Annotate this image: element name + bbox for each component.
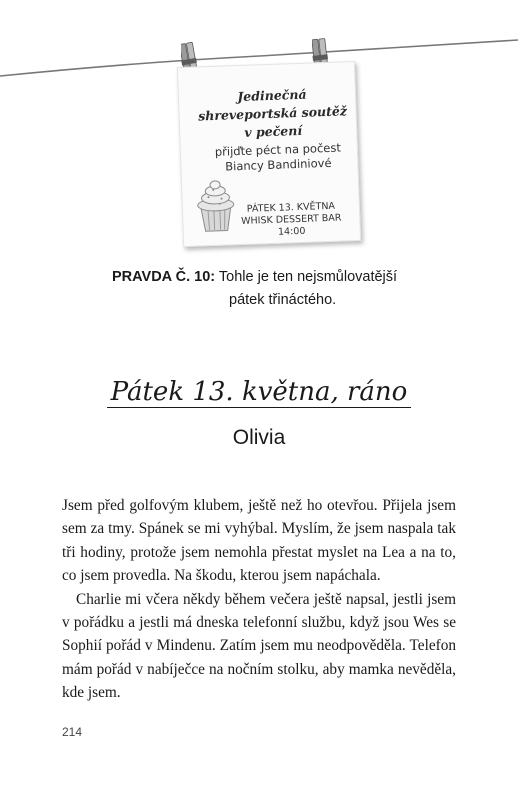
chapter-pov-name: Olivia bbox=[232, 426, 286, 449]
cupcake-icon bbox=[192, 174, 240, 234]
body-text bbox=[62, 494, 456, 705]
note-details-line: PÁTEK 13. KVĚTNA bbox=[246, 200, 336, 215]
truth-label: PRAVDA Č. 10: bbox=[112, 269, 216, 285]
truth-text-line1: Tohle je ten nejsmůlovatější bbox=[218, 269, 398, 285]
note-title-line: Jedinečná bbox=[237, 86, 307, 105]
truth-statement bbox=[112, 266, 432, 312]
note-invite bbox=[199, 140, 358, 175]
paragraph: Charlie mi včera někdy během večera ještě napsal, jestli jsem v pořádku a jestli má dneska telefonní službu, když jsou Wes se Sophií pořád v Mindenu. Zatím jsem mu neodpověděla. Telefon mám pořád v nabíječce na nočním stolku, aby mamka nevěděla, kde jsem. bbox=[62, 590, 456, 702]
note-invite-line: Biancy Bandiniové bbox=[224, 155, 332, 174]
chapter-title-text: Pátek 13. května, ráno bbox=[107, 377, 412, 408]
note-details-line: 14:00 bbox=[277, 225, 306, 238]
contest-note-card bbox=[177, 61, 361, 247]
note-invite-line: přijďte péct na počest bbox=[214, 140, 342, 159]
note-details-line: WHISK DESSERT BAR bbox=[240, 212, 342, 228]
page-number: 214 bbox=[62, 725, 83, 739]
note-title bbox=[179, 84, 357, 144]
paragraph: Jsem před golfovým klubem, ještě než ho otevřou. Přijela jsem sem za tmy. Spánek se mi vyhýbal. Myslím, že jsem naspala tak tři hodiny, protože jsem nemohla přestat myslet na Lea a na to, co jsem provedla. Na škodu, kterou jsem napáchala. bbox=[62, 497, 456, 585]
chapter-title bbox=[0, 376, 518, 408]
note-title-line: v pečení bbox=[244, 122, 303, 140]
truth-text-line2: pátek třináctého. bbox=[229, 292, 337, 308]
note-title-line: shreveportská soutěž bbox=[197, 103, 348, 124]
note-details bbox=[223, 200, 360, 241]
